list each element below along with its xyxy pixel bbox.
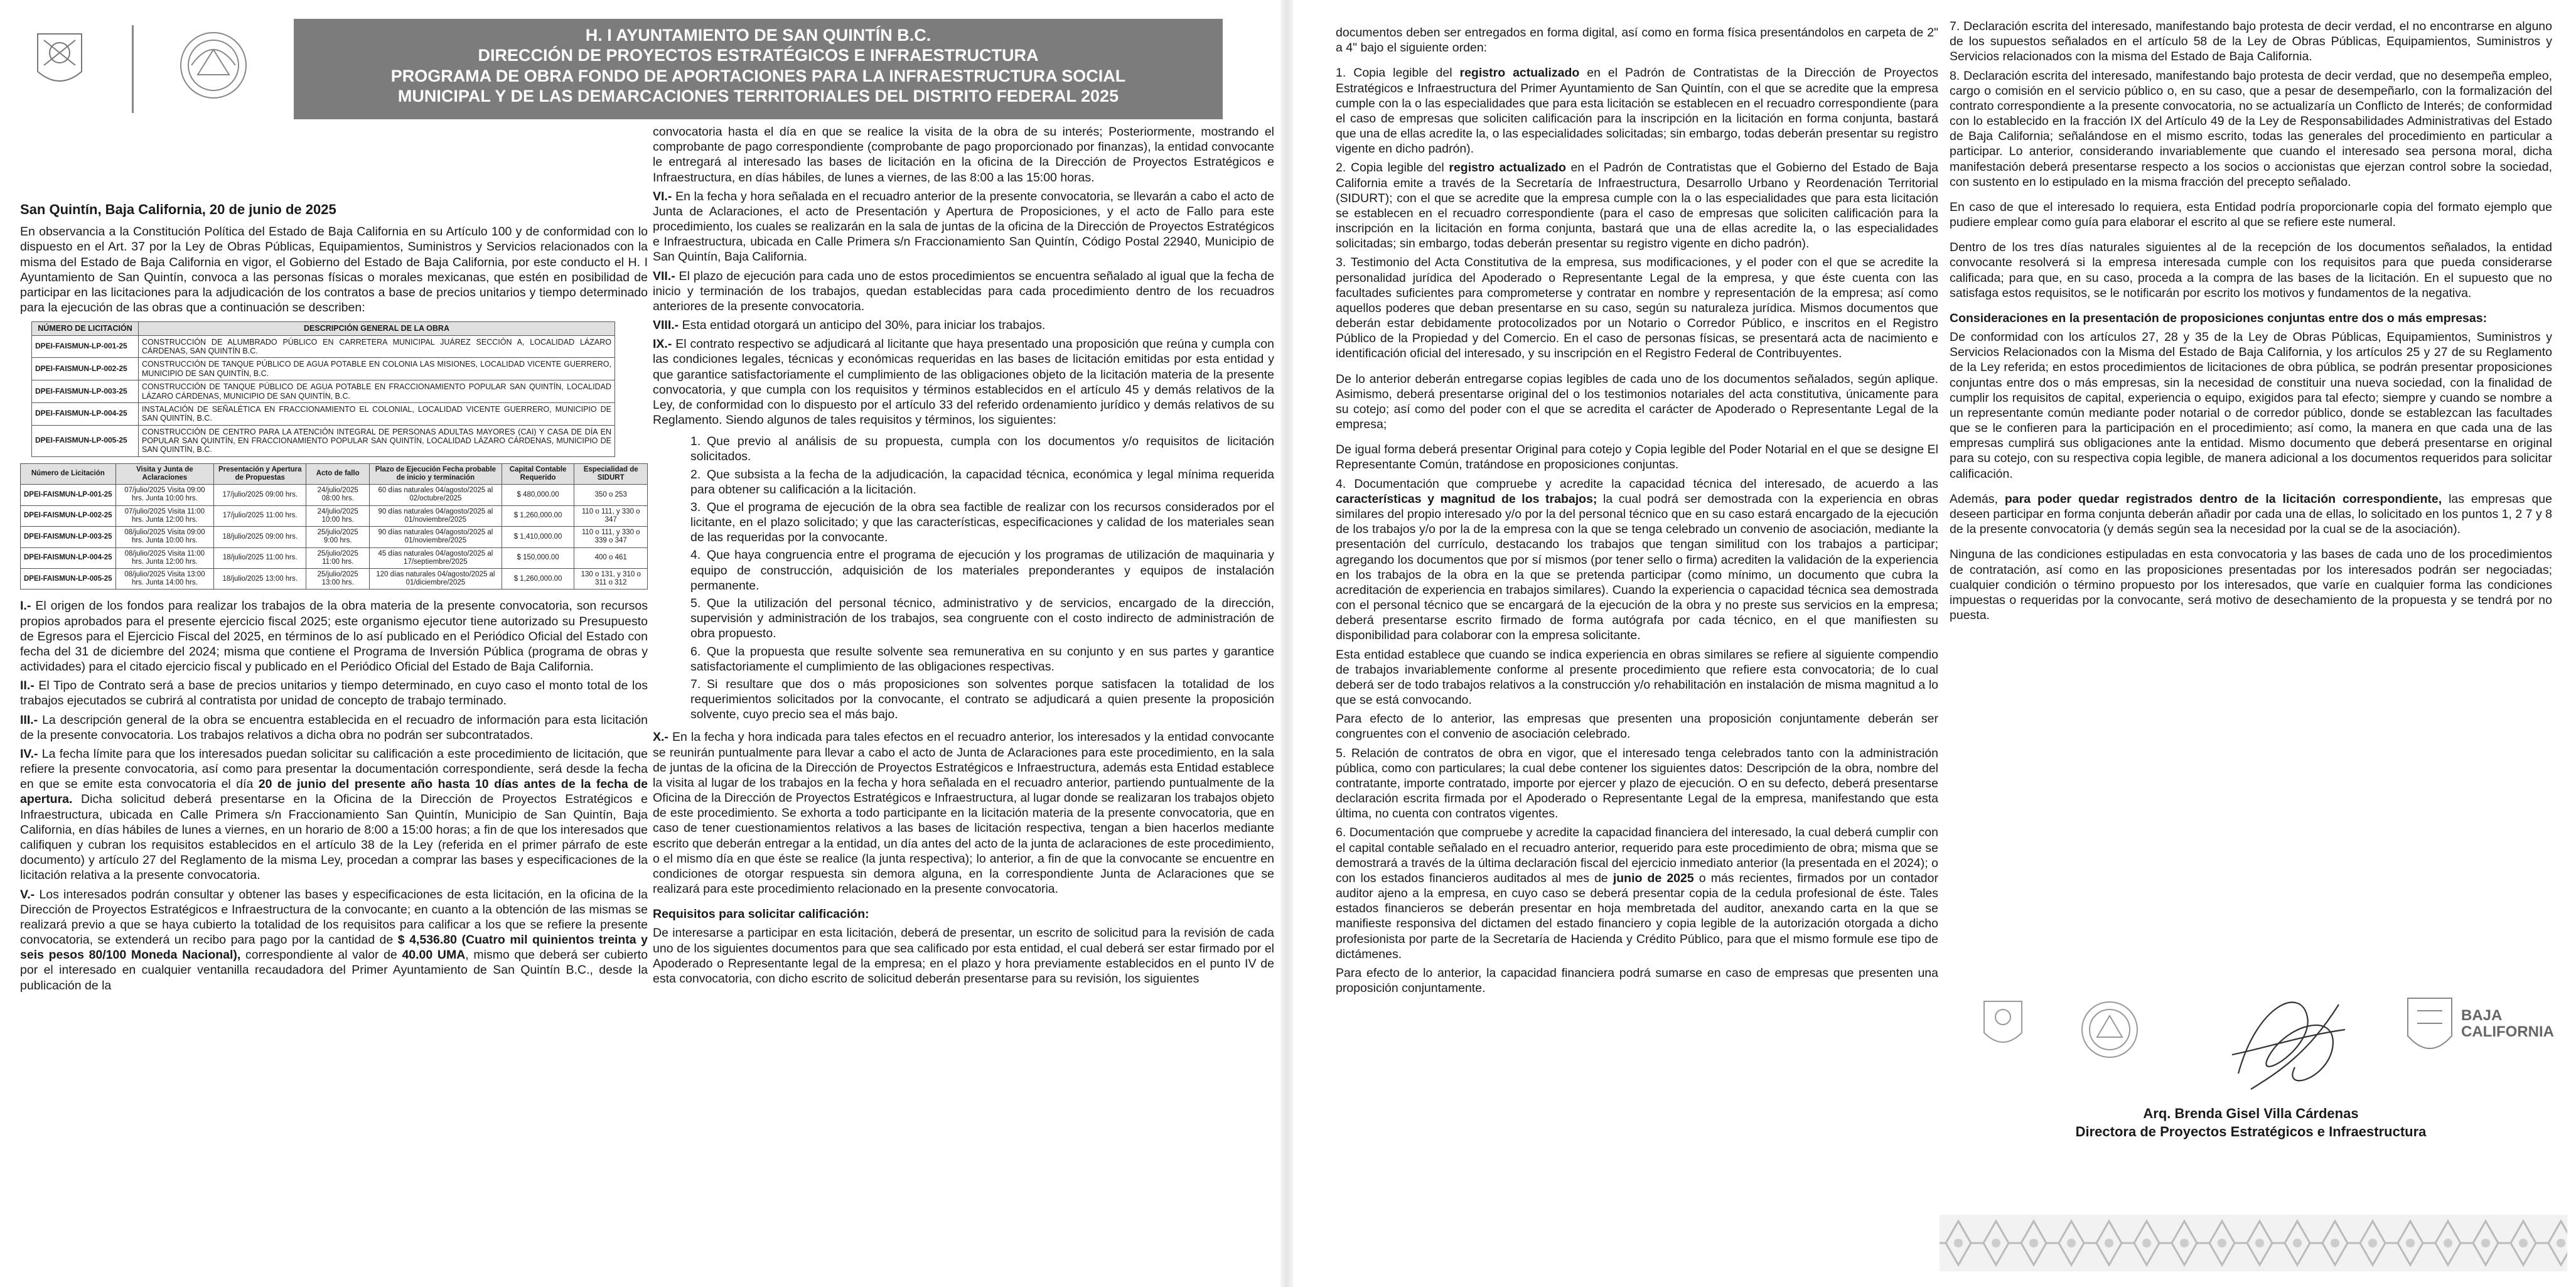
section-text: El origen de los fondos para realizar los trabajos de la obra materia de la presente convocatoria, son recursos propios aprobados para el presente ejercicio fiscal 2025; este organismo ejecutor tiene autorizado su Presupuesto de Egresos para el Ejercicio Fiscal del 2025, en términos de lo así publicado en el Periódico Oficial del Estado con fecha del 31 de diciembre del 2024; misma que contiene el Programa de Inversión Pública (programa de obras y actividades) para el citado ejercicio fiscal y publicado en el Periódico Oficial del Estado de Baja California.: [20, 599, 648, 674]
section-text: En la fecha y hora señalada en el recuadro anterior de la presente convocatoria, se llevarán a cabo el acto de Junta de Aclaraciones, el acto de Presentación y Apertura de Proposiciones, y el acto de Fallo para este procedimiento, los cuales se realizarán en la sala de juntas de la oficina de la Dirección de Proyectos Estratégicos e Infraestructura, ubicada en Calle Primera s/n Fraccionamiento San Quintín, Código Postal 22940, Municipio de San Quintín, Baja California.: [653, 189, 1274, 264]
table-cell: DPEI-FAISMUN-LP-002-25: [21, 505, 116, 526]
section-i: [20, 598, 648, 674]
document-3-note: De lo anterior deberán entregarse copias legibles de cada uno de los documentos señalados, según aplique. Asimismo, deberá presentarse original del o los testimonios notariales del acta constitutiva, únicamente para su cotejo; así como del poder con el que se acredita el carácter de Apoderado o Representante Legal de la empresa;: [1336, 372, 1938, 432]
doc-text: la cual podrá ser demostrada con la experiencia en obras similares del propio interesado y/o por la del personal técnico que en su caso estará encargado de la ejecución de los trabajos y/o por la de la empresa con la que se tenga celebrado un convenio de asociación, mediante la presentación del currículo, destacando los trabajos que tengan similitud con los trabajos a participar; agregando los documentos que por sí mismos (por tener sello o firma) acrediten la validación de la experiencia en los trabajos de la obra en la que se pretenda participar (como mínimo, un documento que cubra la acreditación de experiencia en trabajos similares). Cuando la experiencia o capacidad técnica sea demostrada con el personal técnico que se encargará de la ejecución de la obra y no preste sus servicios en la empresa; deberá presentarse escrito firmado de forma autógrafa por cada técnico, en el que manifiesten su disponibilidad para colaborar con la empresa solicitante.: [1336, 492, 1938, 643]
section-label: IV.-: [20, 746, 38, 761]
document-2: [1336, 160, 1938, 251]
doc-bold-text: características y magnitud de los trabajos;: [1336, 492, 1597, 506]
column-3: [1336, 25, 1938, 1274]
list-item: [690, 434, 1274, 464]
section-bold-text: 20 de junio del presente año hasta 10 días antes de la fecha de apertura.: [20, 777, 648, 807]
baja-california-wordmark: BAJA CALIFORNIA: [2461, 1007, 2554, 1041]
section-label: V.-: [20, 887, 35, 902]
table-header: NÚMERO DE LICITACIÓN: [32, 322, 139, 335]
list-item: [690, 500, 1274, 546]
section-text: , mismo que deberá ser cubierto por el interesado en cualquier ventanilla recaudadora del Primer Ayuntamiento de San Quintín B.C., desde la publicación de la: [20, 948, 648, 993]
section-viii: [653, 318, 1274, 333]
table-cell: DPEI-FAISMUN-LP-002-25: [32, 358, 139, 380]
column-4: [1950, 19, 2552, 998]
page-fold: [1280, 0, 1293, 1287]
header-banner: [294, 19, 1223, 119]
table-row: [21, 485, 648, 505]
table-row: [32, 402, 615, 425]
table-cell: 08/julio/2025 Visita 09:00 hrs. Junta 10:00 hrs.: [115, 527, 214, 547]
joint-proposals-heading: Consideraciones en la presentación de proposiciones conjuntas entre dos o más empresas:: [1950, 311, 2487, 325]
section-ii: [20, 678, 648, 708]
table-header: Acto de fallo: [306, 463, 370, 484]
table-cell: INSTALACIÓN DE SEÑALÉTICA EN FRACCIONAMIENTO EL COLONIAL, LOCALIDAD VICENTE GUERRERO, MUNICIPIO DE SAN QUINTÍN, B.C.: [139, 402, 615, 425]
table-cell: 18/julio/2025 09:00 hrs.: [214, 527, 306, 547]
list-text: Que haya congruencia entre el programa de ejecución y los programas de utilización de maquinaria y equipo de construcción, adquisición de los materiales preponderantes y equipos de instalación permanente.: [690, 548, 1274, 593]
table-cell: 120 días naturales 04/agosto/2025 al 01/diciembre/2025: [370, 568, 502, 589]
list-number: 5.: [690, 596, 701, 610]
table-cell: 110 o 111, y 330 o 339 o 347: [574, 527, 648, 547]
resolution-note: Dentro de los tres días naturales siguientes al de la recepción de los documentos señalados, la entidad convocante resolverá si la empresa interesada cumple con los requisitos para que pueda considerarse calificada; para que, en su caso, proceda a la compra de las bases de la licitación. En el supuesto que no satisfaga estos requisitos, se le notificarán por escrito los motivos y fundamentos de la negativa.: [1950, 240, 2552, 300]
registration-paragraph: [1950, 492, 2552, 537]
document-4-note-2: Para efecto de lo anterior, las empresas que presenten una proposición conjuntamente deberán ser congruentes con el convenio de asociación celebrado.: [1336, 712, 1938, 741]
requirements-list: [690, 434, 1274, 722]
list-text: Que el programa de ejecución de la obra sea factible de realizar con los recursos considerados por el licitante, en el plazo solicitado; y que las características, especificaciones y calidad de los materiales sean de las requeridas por la convocante.: [690, 500, 1274, 545]
baja-california-shield-logo: [2402, 992, 2458, 1067]
table-cell: CONSTRUCCIÓN DE TANQUE PÚBLICO DE AGUA POTABLE EN FRACCIONAMIENTO POPULAR SAN QUINTÍN, LOCALIDAD LÁZARO CÁRDENAS, MUNICIPIO DE SAN QUINTÍN, B.C.: [139, 380, 615, 403]
table-cell: 07/julio/2025 Visita 09:00 hrs. Junta 10:00 hrs.: [115, 485, 214, 505]
list-number: 3.: [690, 500, 701, 514]
table-cell: 17/julio/2025 09:00 hrs.: [214, 485, 306, 505]
table-header: Especialidad de SIDURT: [574, 463, 648, 484]
table-cell: 350 o 253: [574, 485, 648, 505]
section-text: Los interesados podrán consultar y obtener las bases y especificaciones de esta licitación, en la oficina de la Dirección de Proyectos Estratégicos e Infraestructura de la convocante; en cuanto a la obtención de las mismas se realizará previo a que se haya cubierto la totalidad de los requisitos para calificar a los que se refiere la presente convocatoria, se extenderá un recibo para pago por la cantidad de: [20, 887, 648, 947]
section-label: VII.-: [653, 269, 675, 283]
requirements-paragraph: De interesarse a participar en esta licitación, deberá de presentar, un escrito de solicitud para la revisión de cada uno de los siguientes documentos para que sea calificado por esta entidad, el cual deberá ser estar firmado por el Apoderado o Representante legal de la empresa; en el plazo y hora previamente establecidos en el punto IV de esta convocatoria, con dicho escrito de solicitud deberán presentarse para su revisión, los siguientes: [653, 926, 1274, 986]
table-cell: $ 1,260,000.00: [502, 568, 574, 589]
reg-text: las empresas que deseen participar en forma conjunta deberán añadir por cada una de ellas, lo solicitado en los puntos 1, 2 7 y 8 de la presente convocatoria (y demás según sea la necesidad por la cual se de la asociación).: [1950, 492, 2552, 537]
signature-block: [1950, 979, 2552, 1205]
table-cell: 130 o 131, y 310 o 311 o 312: [574, 568, 648, 589]
joint-proposals-paragraph: De conformidad con los artículos 27, 28 y 35 de la Ley de Obras Públicas, Equipamientos, Suministros y Servicios Relacionados con la Misma del Estado de Baja California, y los artículos 25 y 27 de su Reglamento de la Ley referida; en estos procedimientos de licitaciones de obra pública, se podrán presentar proposiciones conjuntas entre dos o más empresas, sin la necesidad de constituir una nueva sociedad, con la finalidad de cumplir los requisitos de capital, experiencia o equipo, exigidos para tal efecto; siempre y cuando se nombre a un representante común mediante poder notarial o de corredor público, donde se establezcan las facultades que se le confieren para la participación en el procedimiento; así como, la manera en que cada una de las empresas cumplirá sus obligaciones ante la entidad. Mismo documento que deberá presentarse en original para su cotejo, con su respectiva copia legible, de manera adicional a los documentos requeridos para solicitar calificación.: [1950, 330, 2552, 481]
table-cell: 400 o 461: [574, 547, 648, 568]
format-note: En caso de que el interesado lo requiera, esta Entidad podría proporcionarle copia del formato ejemplo que pudiere emplear como guía para elaborar el escrito al que se refiere este numeral.: [1950, 200, 2552, 230]
signer-title: Directora de Proyectos Estratégicos e Infraestructura: [2075, 1123, 2427, 1139]
table-cell: DPEI-FAISMUN-LP-001-25: [21, 485, 116, 505]
table-cell: 110 o 111, y 330 o 347: [574, 505, 648, 526]
list-number: 2.: [690, 467, 701, 482]
table-cell: CONSTRUCCIÓN DE CENTRO PARA LA ATENCIÓN INTEGRAL DE PERSONAS ADULTAS MAYORES (CAI) Y CASA DE DÍA EN POPULAR SAN QUINTÍN, EN FRACCIONAMIENTO POPULAR SAN QUINTÍN, LOCALIDAD LÁZARO CÁRDENAS, MUNICIPIO DE SAN QUINTÍN, B.C.: [139, 425, 615, 456]
document-6-note: Para efecto de lo anterior, la capacidad financiera podrá sumarse en caso de empresas que presenten una proposición conjuntamente.: [1336, 966, 1938, 996]
section-text: La descripción general de la obra se encuentra establecida en el recuadro de información para esta licitación de la presente convocatoria. Los trabajos relativos a dicha obra no podrán ser subcontratados.: [20, 713, 648, 742]
document-7: 7. Declaración escrita del interesado, manifestando bajo protesta de decir verdad, el no encontrarse en alguno de los supuestos señalados en el artículo 58 de la Ley de Obras Públicas, Equipamientos, Suministros y Servicios relacionados con la misma del Estado de Baja California.: [1950, 19, 2552, 64]
section-label: IX.-: [653, 337, 672, 352]
list-item: [690, 467, 1274, 497]
section-text: Dicha solicitud deberá presentarse en la Oficina de la Dirección de Proyectos Estratégicos e Infraestructura, ubicada en Calle Primera s/n Fraccionamiento San Quintín, Municipio de San Quintín, Baja California, en días hábiles de lunes a viernes, en un horario de 8:00 a 15:00 horas; a fin de que los interesados que califiquen y cubran los requisitos establecidos en el artículo 38 de la Ley (referida en el primer párrafo de este documento) y artículo 27 del Reglamento de la misma Ley, procedan a comprar las bases y especificaciones de la licitación relativa a la presente convocatoria.: [20, 792, 648, 883]
date-line: San Quintín, Baja California, 20 de junio de 2025: [20, 202, 336, 217]
section-text: El Tipo de Contrato será a base de precios unitarios y tiempo determinado, en cuyo caso el monto total de los trabajos ejecutados se cubrirá al contratista por unidad de concepto de trabajo terminado.: [20, 679, 648, 708]
list-number: 6.: [690, 644, 701, 659]
table-row: [21, 568, 648, 589]
doc-text: 2. Copia legible del: [1336, 161, 1449, 175]
table-cell: 25/julio/2025 13:00 hrs.: [306, 568, 370, 589]
section-iii: [20, 713, 648, 743]
section-text: La fecha límite para que los interesados puedan solicitar su calificación a este procedimiento de licitación, que refiere la presente convocatoria, así como para presentar la documentación correspondiente, será desde la fecha en que se emite esta convocatoria el día: [20, 746, 648, 792]
section-x: [653, 730, 1274, 897]
table-cell: 60 días naturales 04/agosto/2025 al 02/octubre/2025: [370, 485, 502, 505]
table-cell: 24/julio/2025 10:00 hrs.: [306, 505, 370, 526]
section-label: VIII.-: [653, 318, 679, 333]
signer-block: [1950, 1105, 2552, 1141]
document-6: [1336, 825, 1938, 962]
table-header: Presentación y Apertura de Propuestas: [214, 463, 306, 484]
table-header-row: [21, 463, 648, 484]
section-ix: [653, 337, 1274, 428]
doc-text: 4. Documentación que compruebe y acredite la capacidad técnica del interesado, de acuerdo a las: [1336, 477, 1938, 491]
table-row: [21, 505, 648, 526]
logo-separator: [132, 25, 134, 113]
table-cell: 17/julio/2025 11:00 hrs.: [214, 505, 306, 526]
doc-bold-text: registro actualizado: [1459, 66, 1580, 80]
municipal-seal-small-logo: [1975, 992, 2031, 1067]
document-4: [1336, 477, 1938, 644]
continued-paragraph: convocatoria hasta el día en que se realice la visita de la obra de su interés; Posteriormente, mostrando el comprobante de pago correspondiente (comprobante de pago proporcionado por finanzas), la entidad convocante le entregará al interesado las bases de licitación en la oficina de la Dirección de Proyectos Estratégicos e Infraestructura, en días hábiles, de lunes a viernes, de las 8:00 a las 15:00 horas.: [653, 125, 1274, 185]
table-cell: DPEI-FAISMUN-LP-004-25: [32, 402, 139, 425]
document-3: 3. Testimonio del Acta Constitutiva de la empresa, sus modificaciones, y el poder con el que se acredite la personalidad jurídica del Apoderado o Representante Legal de la empresa, y que éste cuenta con las facultades suficientes para comprometerse y contratar en nombre y representación de la empresa; así como aquellos poderes que deban presentarse en su caso, según su naturaleza jurídica. Mismos documentos que deberán estar debidamente protocolizados por un Notario o Corredor Público, e inscritos en el Registro Público de la Propiedad y del Comercio. En el caso de personas físicas, se presentará acta de nacimiento e identificación oficial del interesado, y su inscripción en el Registro Federal de Contribuyentes.: [1336, 256, 1938, 361]
san-quintin-seal-small-logo: [2069, 992, 2150, 1067]
table-cell: 08/julio/2025 Visita 13:00 hrs. Junta 14:00 hrs.: [115, 568, 214, 589]
section-bold-text: $ 4,536.80 (Cuatro mil quinientos treinta y seis pesos 80/100 Moneda Nacional),: [20, 933, 648, 962]
header-line-4: MUNICIPAL Y DE LAS DEMARCACIONES TERRITORIALES DEL DISTRITO FEDERAL 2025: [397, 87, 1119, 106]
list-number: 1.: [690, 434, 701, 449]
list-number: 7.: [690, 677, 701, 691]
table-row: [32, 358, 615, 380]
signature-scribble: [2213, 979, 2358, 1111]
requirements-heading: Requisitos para solicitar calificación:: [653, 907, 869, 922]
table-cell: 90 días naturales 04/agosto/2025 al 01/noviembre/2025: [370, 527, 502, 547]
section-label: III.-: [20, 713, 38, 727]
list-text: Si resultare que dos o más proposiciones son solventes porque satisfacen la totalidad de los requerimientos solicitados por la convocante, el contrato se adjudicará a quien presente la proposición solvente, cuyo precio sea el más bajo.: [690, 677, 1274, 722]
continued-paragraph: documentos deben ser entregados en forma digital, así como en forma física presentándolos en carpeta de 2" a 4" bajo el siguiente orden:: [1336, 26, 1938, 55]
doc-text: en el Padrón de Contratistas que el Gobierno del Estado de Baja California emite a través de la Secretaría de Infraestructura, Desarrollo Urbano y Reordenación Territorial (SIDURT); con el que se acredite que la empresa cumple con la o las especialidades que para esta licitación se establecen en el recuadro correspondiente (para el caso de empresas que soliciten calificación para la inscripción en la licitación en forma conjunta, bastará que una de ellas acredite la, o las especialidades solicitadas; sin embargo, todas deberán presentar su registro vigente en dicho padrón).: [1336, 161, 1938, 251]
list-number: 4.: [690, 548, 701, 563]
section-v: [20, 887, 648, 993]
table-header: DESCRIPCIÓN GENERAL DE LA OBRA: [139, 322, 615, 335]
table-header: Capital Contable Requerido: [502, 463, 574, 484]
signer-name: Arq. Brenda Gisel Villa Cárdenas: [2143, 1106, 2359, 1121]
table-cell: 07/julio/2025 Visita 11:00 hrs. Junta 12:00 hrs.: [115, 505, 214, 526]
column-1: [20, 201, 648, 1274]
reg-text: Además,: [1950, 492, 2005, 506]
doc-bold-text: registro actualizado: [1449, 161, 1566, 175]
table-cell: DPEI-FAISMUN-LP-005-25: [32, 425, 139, 456]
table-cell: $ 150,000.00: [502, 547, 574, 568]
list-item: [690, 677, 1274, 723]
table-cell: 45 días naturales 04/agosto/2025 al 17/septiembre/2025: [370, 547, 502, 568]
section-text: El contrato respectivo se adjudicará al licitante que haya presentado una proposición que reúna y cumpla con las condiciones legales, técnicas y económicas requeridas en las bases de licitación emitidas por esta entidad y que garantice satisfactoriamente el cumplimiento de las obligaciones objeto de la licitación materia de la presente convocatoria, y que cumpla con los requisitos y términos establecidos en el artículo 45 y demás relativos de la Ley, de conformidad con lo dispuesto por el artículo 33 del referido ordenamiento jurídico y demás relativos de su Reglamento. Siendo algunos de tales requisitos y términos, los siguientes:: [653, 337, 1274, 428]
doc-text: 1. Copia legible del: [1336, 66, 1460, 80]
section-text: En la fecha y hora indicada para tales efectos en el recuadro anterior, los interesados y la entidad convocante se reunirán puntualmente para llevar a cabo el acto de Junta de Aclaraciones para este procedimiento, en la sala de juntas de la oficina de la Dirección de Proyectos Estratégicos e Infraestructura, además esta Entidad establece la visita al lugar de los trabajos en la fecha y hora señalada en el recuadro anterior, partiendo puntualmente de la Oficina de la Dirección de Proyectos Estratégicos e Infraestructura, al lugar donde se realizaran los trabajos objeto de este procedimiento. Se exhorta a todo participante en la licitación materia de la presente convocatoria, que en caso de tener cuestionamientos relativos a las bases de licitación respectiva, tengan a bien hacerlos mediante escrito que deberán entregar a la entidad, un día antes del acto de la junta de aclaraciones de este procedimiento, o el mismo día en que éste se realice (la junta respectiva); lo anterior, a fin de que la convocante se encuentre en condiciones de otorgar respuesta sin demora alguna, en la correspondiente Junta de Aclaraciones que se realizará para este procedimiento relacionado en la presente convocatoria.: [653, 730, 1274, 897]
san-quintin-seal-logo: [163, 21, 264, 109]
table-row: [32, 380, 615, 403]
header-line-2: DIRECCIÓN DE PROYECTOS ESTRATÉGICOS E INFRAESTRUCTURA: [478, 46, 1039, 65]
table-cell: 90 días naturales 04/agosto/2025 al 01/noviembre/2025: [370, 505, 502, 526]
list-text: Que subsista a la fecha de la adjudicación, la capacidad técnica, económica y legal mínima requerida para obtener su calificación a la licitación.: [690, 467, 1274, 497]
list-item: [690, 596, 1274, 642]
municipal-seal-logo: [25, 21, 94, 109]
intro-paragraph: En observancia a la Constitución Política del Estado de Baja California en su Artículo 100 y de conformidad con lo dispuesto en el Art. 37 por la Ley de Obras Públicas, Equipamientos, Suministros y Servicios relacionados con la misma del Estado de Baja California en vigor, el Gobierno del Estado de Baja California, por este conducto el H. I Ayuntamiento de San Quintín, convoca a las personas físicas o morales mexicanas, que estén en posibilidad de participar en las licitaciones para la adjudicación de los contratos a base de precios unitarios y tiempo determinado para la ejecución de las obras que a continuación se describen:: [20, 225, 648, 315]
section-vii: [653, 269, 1274, 315]
section-vi: [653, 189, 1274, 265]
list-text: Que previo al análisis de su propuesta, cumpla con los documentos y/o requisitos de licitación solicitados.: [690, 434, 1274, 464]
section-label: I.-: [20, 599, 31, 613]
section-text: correspondiente al valor de: [240, 948, 402, 962]
table-cell: CONSTRUCCIÓN DE ALUMBRADO PÚBLICO EN CARRETERA MUNICIPAL JUÁREZ SECCIÓN A, LOCALIDAD LÁZARO CÁRDENAS, SAN QUINTÍN B.C.: [139, 335, 615, 358]
table-cell: 18/julio/2025 11:00 hrs.: [214, 547, 306, 568]
table-cell: DPEI-FAISMUN-LP-003-25: [32, 380, 139, 403]
doc-text: o más recientes, firmados por un contador auditor ajeno a la empresa, en cuyo caso se deberá presentar copia de la cedula profesional de éste. Tales estados financieros se deberán presentar en hoja membretada del auditor, anexando carta en la que se manifieste responsiva del dictamen del estado financiero y copia legible de la autorización otorgada a dicho profesionista por parte de la Secretaría de Hacienda y Crédito Público, para que el mismo formule ese tipo de dictámenes.: [1336, 871, 1938, 961]
section-iv: [20, 746, 648, 883]
table-cell: $ 1,260,000.00: [502, 505, 574, 526]
doc-bold-text: junio de 2025: [1613, 871, 1694, 885]
works-table: [31, 321, 615, 457]
table-cell: 25/julio/2025 9:00 hrs.: [306, 527, 370, 547]
section-label: II.-: [20, 679, 35, 693]
table-header: Número de Licitación: [21, 463, 116, 484]
section-text: Esta entidad otorgará un anticipo del 30%, para iniciar los trabajos.: [679, 318, 1046, 333]
table-cell: DPEI-FAISMUN-LP-005-25: [21, 568, 116, 589]
doc-text: 6. Documentación que compruebe y acredite la capacidad financiera del interesado, la cual deberá cumplir con el capital contable señalado en el recuadro anterior, requerido para este procedimiento de obra; misma que se demostrará a través de la última declaración fiscal del ejercicio inmediato anterior (la presentada en el 2024); o con los estados financieros auditados al mes de: [1336, 826, 1938, 885]
table-cell: CONSTRUCCIÓN DE TANQUE PÚBLICO DE AGUA POTABLE EN COLONIA LAS MISIONES, LOCALIDAD VICENTE GUERRERO, MUNICIPIO DE SAN QUINTÍN, B.C.: [139, 358, 615, 380]
document-5: 5. Relación de contratos de obra en vigor, que el interesado tenga celebrados tanto con la administración pública, como con particulares; la cual debe contener los siguientes datos: Descripción de la obra, nombre del contratante, importe contratado, importe por ejercer y plazo de ejecución. O en su defecto, deberá presentarse declaración escrita firmada por el Apoderado o Representante Legal de la empresa, manifestando que esta última, no cuenta con contratos vigentes.: [1336, 746, 1938, 821]
document-3-note-2: De igual forma deberá presentar Original para cotejo y Copia legible del Poder Notarial en el que se designe El Representante Común, tratándose en proposiciones conjuntas.: [1336, 443, 1938, 472]
table-row: [32, 335, 615, 358]
document-1: [1336, 65, 1938, 156]
decorative-pattern: [1940, 1215, 2567, 1271]
table-row: [21, 547, 648, 568]
table-header: Visita y Junta de Aclaraciones: [115, 463, 214, 484]
document-8: 8. Declaración escrita del interesado, manifestando bajo protesta de decir verdad, que no desempeña empleo, cargo o comisión en el servicio público o, en su caso, que a pesar de desempeñarlo, con la formalización del contrato correspondiente a la presente convocatoria, no se actualizaría un Conflicto de Interés; de conformidad con lo establecido en la fracción IX del Artículo 49 de la Ley de Responsabilidades Administrativas del Estado de Baja California; señalándose en el mismo escrito, todas las generales del procedimiento en particular a participar. Lo anterior, considerando invariablemente que cuando el interesado sea persona moral, dicha manifestación deberá presentarse respecto a los socios o accionistas que ejerzan control sobre la sociedad, con sustento en lo estipulado en la misma fracción del precepto señalado.: [1950, 68, 2552, 189]
doc-text: en el Padrón de Contratistas de la Dirección de Proyectos Estratégicos e Infraestructura del Primer Ayuntamiento de San Quintín, con el que se acredite que la empresa cumple con la o las especialidades que para esta licitación se establecen en el recuadro correspondiente (para el caso de empresas que soliciten calificación para la inscripción en la licitación en forma conjunta, bastará que una de ellas acredite la, o las especialidades solicitadas; sin embargo, todas deberán presentar su registro vigente en dicho padrón).: [1336, 66, 1938, 156]
table-cell: 24/julio/2025 08:00 hrs.: [306, 485, 370, 505]
section-bold-text: 40.00 UMA: [402, 948, 466, 962]
table-row: [32, 425, 615, 456]
header-line-1: H. I AYUNTAMIENTO DE SAN QUINTÍN B.C.: [585, 26, 931, 45]
table-cell: DPEI-FAISMUN-LP-003-25: [21, 527, 116, 547]
section-text: El plazo de ejecución para cada uno de estos procedimientos se encuentra señalado al igual que la fecha de inicio y terminación de los trabajos, quedan establecidas para cada procedimiento dentro de los recuadros anteriores de la presente convocatoria.: [653, 269, 1274, 313]
table-cell: $ 480,000.00: [502, 485, 574, 505]
table-header-row: [32, 322, 615, 335]
header-line-3: PROGRAMA DE OBRA FONDO DE APORTACIONES PARA LA INFRAESTRUCTURA SOCIAL: [390, 66, 1126, 85]
list-text: Que la propuesta que resulte solvente sea remunerativa en su conjunto y en sus partes y garantice satisfactoriamente el cumplimiento de las obligaciones respectivas.: [690, 644, 1274, 674]
table-cell: 25/julio/2025 11:00 hrs.: [306, 547, 370, 568]
schedule-table: [20, 463, 648, 590]
list-item: [690, 644, 1274, 674]
table-cell: 08/julio/2025 Visita 11:00 hrs. Junta 12:00 hrs.: [115, 547, 214, 568]
column-2: [653, 124, 1274, 1274]
table-cell: DPEI-FAISMUN-LP-004-25: [21, 547, 116, 568]
table-cell: $ 1,410,000.00: [502, 527, 574, 547]
reg-bold-text: para poder quedar registrados dentro de la licitación correspondiente,: [2004, 492, 2442, 506]
list-item: [690, 547, 1274, 593]
table-header: Plazo de Ejecución Fecha probable de inicio y terminación: [370, 463, 502, 484]
list-text: Que la utilización del personal técnico, administrativo y de servicios, encargado de la dirección, supervisión y administración de los trabajos, sea congruente con el costo indirecto de administración de obra propuesto.: [690, 596, 1274, 641]
table-cell: DPEI-FAISMUN-LP-001-25: [32, 335, 139, 358]
document-4-note: Esta entidad establece que cuando se indica experiencia en obras similares se refiere al siguiente compendio de trabajos invariablemente conforme al presente procedimiento que refiere esta convocatoria; de lo cual deberá ser de todo trabajos relativos a la construcción y/o rehabilitación en instalación de misma magnitud a lo que se está convocando.: [1336, 647, 1938, 708]
table-cell: 18/julio/2025 13:00 hrs.: [214, 568, 306, 589]
section-label: VI.-: [653, 189, 672, 203]
table-row: [21, 527, 648, 547]
section-label: X.-: [653, 730, 668, 745]
non-negotiable-paragraph: Ninguna de las condiciones estipuladas en esta convocatoria y las bases de cada uno de los procedimientos de contratación, así como en las proposiciones presentadas por los interesados podrán ser negociadas; cualquier condición o término propuesto por los interesados, que varíe en cualquier forma las condiciones impuestas o requeridas por la convocante, será motivo de desechamiento de la propuesta y se tendrá por no puesta.: [1950, 547, 2552, 623]
